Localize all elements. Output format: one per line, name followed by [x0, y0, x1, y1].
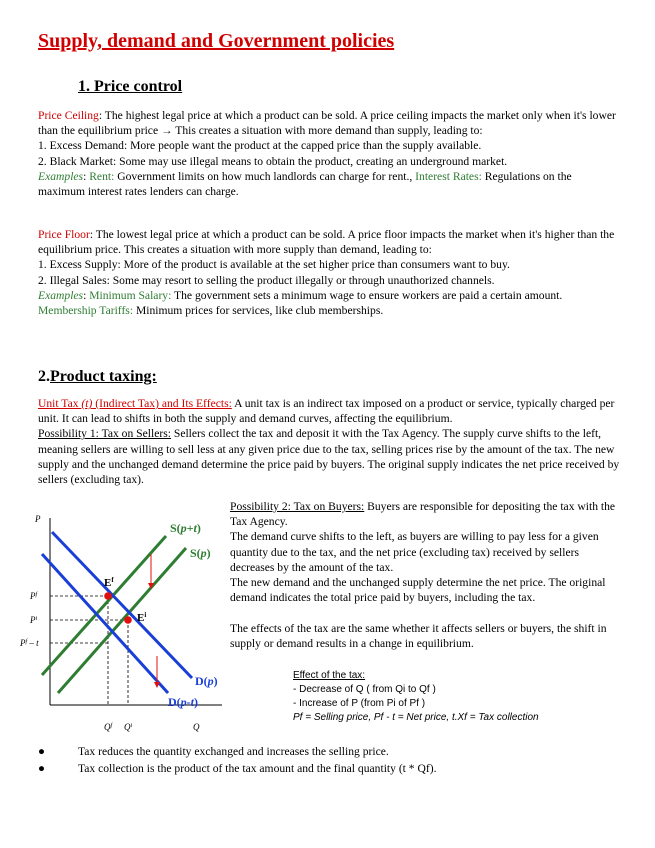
pf-minus-t-label: $P^f$ – t	[20, 638, 39, 648]
ei-label: $E^i$	[137, 611, 147, 624]
unit-tax-label: Unit Tax (t) (Indirect Tax) and Its Effects:	[38, 397, 232, 410]
price-floor-term: Price Floor	[38, 228, 90, 241]
axis-p-label: P	[35, 514, 41, 524]
demand-curve-p	[52, 532, 192, 678]
effect-2: - Increase of P (from Pi of Pf )	[293, 698, 426, 709]
label-s-p-plus-t: S(p+t)	[170, 521, 201, 535]
label-s-p: S(p)	[190, 546, 211, 560]
label-d-p-minus-t: D(p-t)	[168, 695, 199, 709]
floor-item-2: 2. Illegal Sales: Some may resort to selling the product illegally or through unauthorized channels.	[38, 273, 495, 287]
floor-item-1: 1. Excess Supply: More of the product is available at the set higher price than consumers want to buy.	[38, 258, 510, 272]
supply-curve-p-plus-t	[42, 536, 166, 675]
supply-curve-p	[58, 548, 186, 693]
effects-note: Pf = Selling price, Pf - t = Net price, t.Xf = Tax collection	[293, 712, 539, 723]
ef-label: $E^f$	[104, 576, 114, 589]
section1-heading: 1. Price control	[78, 78, 183, 95]
label-d-p: D(p)	[195, 674, 218, 688]
ceiling-item-2: 2. Black Market: Some may use illegal means to obtain the product, creating an underground market.	[38, 154, 508, 168]
price-ceiling-term: Price Ceiling	[38, 109, 99, 122]
price-floor-paragraph: Price Floor: The lowest legal price at which a product can be sold. A price floor impacts the market when it's higher than the equilibrium price. This creates a situation with more supply than demand, leading to: 1. Excess Supply: More of the product is available at the set higher price than consumers want to buy. 2. Illegal Sales: Some may resort to selling the product illegally or through unauthorized channels. Examples: Minimum Salary: The government sets a minimum wage to ensure workers are paid a certain amount. Membership Tariffs: Minimum prices for services, like club memberships.	[38, 228, 615, 318]
qf-label: $Q^f$	[104, 722, 113, 732]
tax-effects-block	[293, 669, 539, 725]
unit-tax-paragraph: Unit Tax (t) (Indirect Tax) and Its Effects: A unit tax is an indirect tax imposed on a product or service, typically charged per unit. It can lead to shifts in both the supply and demand curves, affecting the equilibrium. Possibility 1: Tax on Sellers: Sellers collect the tax and deposit it with the Tax Agency. The supply curve shifts to the left, meaning sellers are willing to sell less at any given price due to the tax, selling prices rise by the amount of the tax. The new supply and the unchanged demand determine the price paid by buyers. The original supply indicates the net price received by sellers (excluding tax).	[38, 397, 620, 487]
axis-q-label: Q	[193, 722, 200, 732]
equilibrium-final-point	[104, 592, 112, 600]
effect-1: - Decrease of Q ( from Qi to Qf )	[293, 684, 436, 695]
summary-bullets	[38, 743, 437, 777]
ceiling-item-1: 1. Excess Demand: More people want the product at the capped price than the supply available.	[38, 139, 482, 153]
qi-label: $Q^i$	[124, 722, 133, 732]
possibility-1-label: Possibility 1: Tax on Sellers:	[38, 427, 171, 441]
possibility-2-label: Possibility 2: Tax on Buyers:	[230, 500, 365, 513]
section2-heading: 2.Product taxing:	[38, 368, 157, 385]
pi-label: $P^i$	[30, 615, 38, 625]
bullet-item: ● Tax collection is the product of the tax amount and the final quantity (t * Qf).	[38, 762, 437, 775]
effects-title: Effect of the tax:	[293, 670, 366, 681]
pf-label: $P^f$	[30, 591, 38, 601]
equilibrium-initial-point	[124, 616, 132, 624]
possibility-2-block: Possibility 2: Tax on Buyers: Buyers are responsible for depositing the tax with the Tax Agency. The demand curve shifts to the left, as buyers are willing to pay less for a given quantity due to the tax, and the net price (excluding tax) received by sellers decreases by the amount of the tax. The new demand and the unchanged supply determine the net price. The original demand indicates the total price paid by buyers, including the tax. The effects of the tax are the same whether it affects sellers or buyers, the shift in supply or demand results in a change in equilibrium.	[230, 500, 616, 650]
tax-supply-demand-diagram	[0, 510, 225, 735]
document-title: Supply, demand and Government policies	[38, 30, 395, 52]
demand-curve-p-minus-t	[42, 554, 168, 693]
price-ceiling-paragraph: Price Ceiling: The highest legal price at which a product can be sold. A price ceiling impacts the market only when it's lower than the equilibrium price → This creates a situation with more demand than supply, leading to: 1. Excess Demand: More people want the product at the capped price than the supply available. 2. Black Market: Some may use illegal means to obtain the product, creating an underground market. Examples: Rent: Government limits on how much landlords can charge for rent., Interest Rates: Regulations on the maximum interest rates lenders can charge.	[38, 109, 616, 199]
bullet-item: ● Tax reduces the quantity exchanged and increases the selling price.	[38, 745, 389, 758]
